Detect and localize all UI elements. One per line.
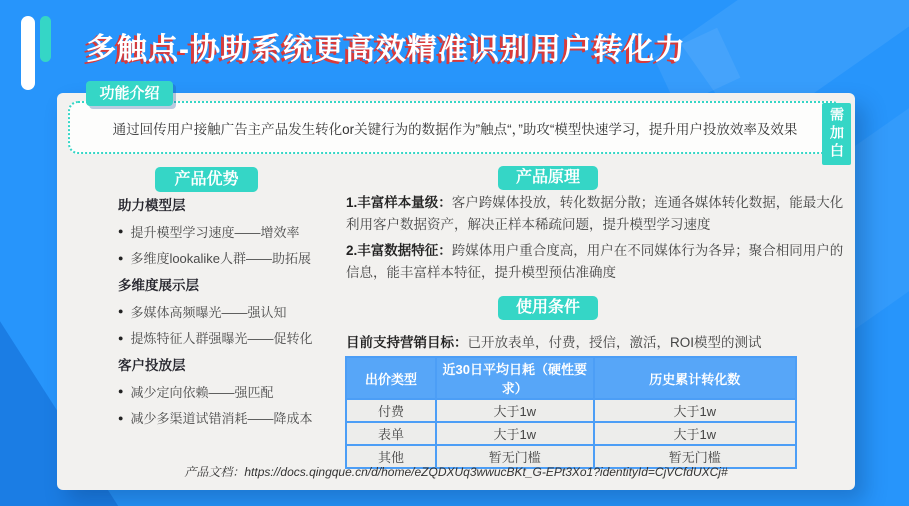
advantage-item: ● 减少多渠道试错消耗——降成本 — [118, 411, 313, 427]
table-header-cell: 出价类型 — [346, 357, 436, 399]
bullet-icon: ● — [118, 332, 124, 343]
table-cell: 付费 — [346, 399, 436, 422]
bullet-icon: ● — [118, 306, 124, 317]
advantage-group-heading: 多维度展示层 — [118, 278, 199, 294]
table-row — [346, 422, 796, 445]
bullet-icon: ● — [118, 412, 124, 423]
table-row — [346, 399, 796, 422]
advantage-item: ● 多媒体高频曝光——强认知 — [118, 304, 287, 320]
advantages-badge: 产品优势 — [155, 167, 258, 192]
table-cell: 大于1w — [436, 422, 594, 445]
table-cell: 大于1w — [436, 399, 594, 422]
conditions-badge: 使用条件 — [498, 296, 598, 320]
page-title: 多触点-协助系统更高效精准识别用户转化力 — [86, 33, 686, 66]
table-cell: 大于1w — [594, 399, 797, 422]
table-header-cell: 历史累计转化数 — [594, 357, 797, 399]
table-cell: 暂无门槛 — [594, 445, 797, 468]
advantage-item: ● 多维度lookalike人群——助拓展 — [118, 251, 312, 267]
principles-badge: 产品原理 — [498, 166, 598, 190]
title-accent-bar-teal — [40, 16, 51, 62]
whitelist-required-badge: 需加白 — [822, 103, 851, 165]
doc-footer — [57, 463, 855, 480]
table-header-row — [346, 357, 796, 399]
doc-url-link[interactable]: https://docs.qingque.cn/d/home/eZQDXUq3wwucBKt_G-EPt3Xo1?identityId=CjVCfdUXCj# — [244, 465, 728, 479]
conditions-table — [345, 356, 797, 469]
principle-point: 2.丰富数据特征：跨媒体用户重合度高，用户在不同媒体行为各异；聚合相同用户的信息，能丰富样本特征，提升模型预估准确度 — [346, 243, 844, 280]
supported-goals: 目前支持营销目标：已开放表单，付费，授信，激活，ROI模型的测试 — [346, 335, 762, 350]
intro-badge: 功能介绍 — [86, 81, 173, 106]
advantage-item: ● 提升模型学习速度——增效率 — [118, 224, 300, 240]
content-card — [57, 85, 855, 490]
bullet-icon: ● — [118, 226, 124, 237]
table-cell: 大于1w — [594, 422, 797, 445]
advantage-item: ● 减少定向依赖——强匹配 — [118, 384, 274, 400]
intro-box — [68, 101, 842, 154]
intro-text: 通过回传用户接触广告主产品发生转化or关键行为的数据作为”触点“，”助攻“模型快速学习，提升用户投放效率及效果 — [112, 121, 798, 137]
advantage-item: ● 提炼特征人群强曝光——促转化 — [118, 331, 313, 347]
advantages-list — [118, 191, 358, 431]
table-cell: 表单 — [346, 422, 436, 445]
bullet-icon: ● — [118, 386, 124, 397]
principle-point: 1.丰富样本量级：客户跨媒体投放，转化数据分散；连通各媒体转化数据，能最大化利用客户数据资产，解决正样本稀疏问题，提升模型学习速度 — [346, 195, 844, 232]
table-cell: 暂无门槛 — [436, 445, 594, 468]
advantage-group-heading: 助力模型层 — [118, 198, 186, 214]
title-accent-bar-white — [21, 16, 35, 90]
advantage-group-heading: 客户投放层 — [118, 358, 186, 374]
bullet-icon: ● — [118, 252, 124, 263]
table-cell: 其他 — [346, 445, 436, 468]
table-header-cell: 近30日平均日耗（硬性要求） — [436, 357, 594, 399]
doc-label: 产品文档： — [184, 465, 245, 479]
